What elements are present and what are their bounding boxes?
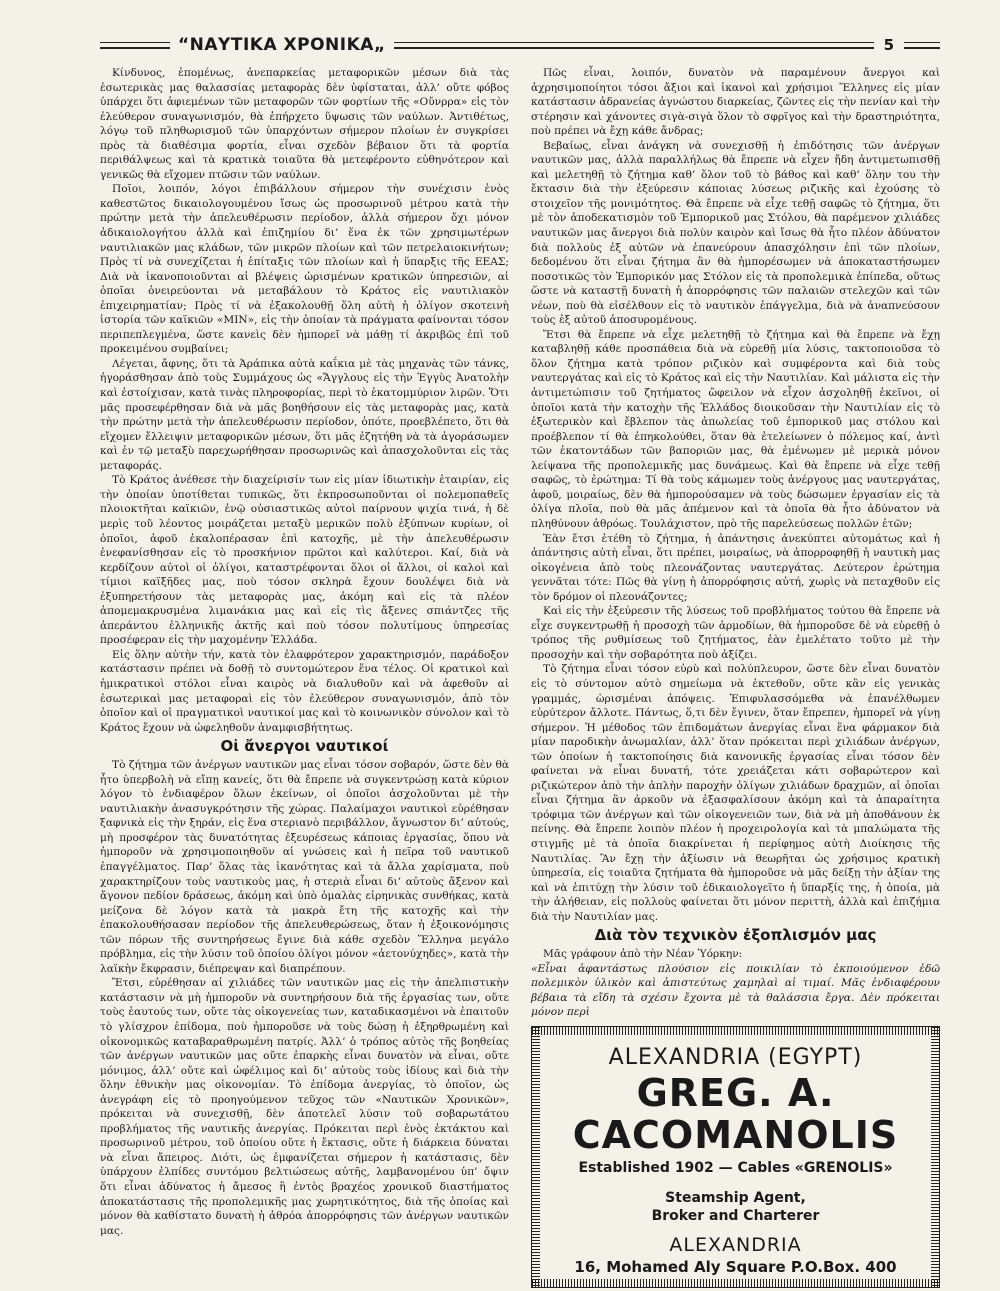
- ad-address: 16, Mohamed Aly Square P.O.Box. 400: [574, 1258, 897, 1276]
- masthead-rule-middle: [394, 42, 874, 49]
- article-paragraph: Ποῖοι, λοιπόν, λόγοι ἐπιβάλλουν σήμερον τὴν συνέχισιν ἑνὸς καθεστῶτος δικαιολογουμένου ἴσως ὡς προσωρινοῦ μέτρου κατὰ τὴν πρώτην μετὰ τὴν ἀπελευθέρωσιν περίοδον, ἀλλὰ σήμερον ὄχι μόνον ἀδικαιολογήτου ἀλλὰ καὶ ἐπιζημίου δι’ ἕνα ἐκ τῶν χρησιμωτέρων ναυτιλιακῶν μας κλάδων, τῶν μικρῶν πλοίων καὶ τῶν πετρελαιοκινήτων; Πρὸς τί νὰ συνεχίζεται ἡ ἐπίταξις τῶν πλοίων καὶ ἡ ὕπαρξις τῆς ΕΕΑΣ; Διὰ νὰ ἱκανοποιοῦνται αἱ βλέψεις ὡρισμένων κρατικῶν ὑπηρεσιῶν, αἱ ὁποῖαι ὀνειρεύονται νὰ μεταβάλουν τὸ Κράτος εἰς ναυτιλιακὸν ἐπιχειρηματίαν; Πρὸς τί νὰ ἐξακολουθῇ ὅλη αὐτὴ ἡ ὀλίγον σκοτεινὴ ἱστορία τῶν καϊκιῶν «ΜΙΝ», εἰς τὴν ὁποίαν τὰ πράγματα φαίνονται τόσον περιπεπλεγμένα, ὥστε κανεὶς δὲν ἠμπορεῖ νὰ μάθῃ τί ἀκριβῶς ἐπὶ τοῦ προκειμένου συμβαίνει;: [100, 183, 509, 356]
- ad-city-bottom: ALEXANDRIA: [669, 1234, 802, 1256]
- page-number: 5: [883, 36, 894, 54]
- article-paragraph: Τὸ ζήτημα τῶν ἀνέργων ναυτικῶν μας εἶναι τόσον σοβαρόν, ὥστε δὲν θὰ ἦτο ὑπερβολὴ νὰ εἴπῃ κανείς, ὅτι θὰ ἔπρεπε νὰ συγκεντρώσῃ κατὰ κύριον λόγον τὸ ἐνδιαφέρον ὅλων ἐκείνων, οἱ ὁποῖοι ἀσχολοῦνται μὲ τὴν ναυτιλιακὴν ἀνασυγκρότησιν τῆς χώρας. Παλαίμαχοι ναυτικοὶ εὑρέθησαν ξαφνικὰ εἰς τὴν ξηράν, εἰς ἕνα στεριανὸ περιβάλλον, ἄγνωστον δι’ αὐτούς, μὴ προσφέρον τὰς δυνατότητας ἐξευρέσεως κάποιας ἐργασίας, ὅπου νὰ ἠμποροῦν νὰ χρησιμοποιηθοῦν αἱ γνώσεις καὶ ἡ πεῖρα τοῦ ναυτικοῦ ἐπαγγέλματος. Παρ’ ὅλας τὰς ἱκανότητας καὶ τὰ ἄλλα χαρίσματα, ποὺ χαρακτηρίζουν τοὺς ναυτικοὺς μας, ἡ στεριὰ εἶναι δι’ αὐτοὺς ἄξενον καὶ ἄγονον πεδίον δράσεως, ἀκόμη καὶ ὑπὸ ὁμαλὰς εἰρηνικὰς συνθήκας, κατὰ μείζονα δὲ λόγον κατὰ τὰ μακρὰ ἔτη τῆς κατοχῆς καὶ τὴν ἐπακολουθήσασαν περίοδον τῆς ἀπελευθερώσεως, ὅταν ἡ ἐξοικονόμησις τῶν πόρων τῆς συντηρήσεως ἔγινε διὰ κάθε σχεδὸν Ἕλληνα μεγάλο πρόβλημα, εἰς τὴν λύσιν τοῦ ὁποίου ὀλίγοι μόνον «ἀετονύχηδες», κατὰ τὴν λαϊκὴν ἔκφρασιν, διέπρεψαν καὶ διαπρέπουν.: [100, 759, 509, 975]
- ad-service-line2: Broker and Charterer: [651, 1208, 820, 1224]
- masthead: [100, 34, 940, 56]
- masthead-rule-left: [100, 42, 170, 49]
- article-paragraph: Λέγεται, ἄφνης, ὅτι τὰ Ἀράπικα αὐτὰ καΐκια μὲ τὰς μηχανὰς τῶν τάνκς, ἠγοράσθησαν ἀπὸ τοὺς Συμμάχους ὡς «Ἄγγλους εἰς τὴν Ἐγγὺς Ἀνατολὴν καὶ ἐστοίχισαν, κατὰ τινὰς πληροφορίας, περὶ τὸ ἑκατομμύριον λιρῶν. Ὅτι μᾶς προσεφέρθησαν διὰ νὰ μᾶς βοηθήσουν εἰς τὰς μεταφορὰς μας, κατὰ τὴν πρώτην μετὰ τὴν ἀπελευθέρωσιν περίοδον, ὁπότε, προεβλέπετο, ὅτι θὰ εἴχομεν ἔλλειψιν μεταφορικῶν μέσων, ὅτι μᾶς ἐζητήθη νὰ τὰ ἀγοράσωμεν καὶ ἐν τῷ μεταξὺ παρεχωρήθησαν προσωρινῶς καὶ ἀπασχολοῦνται εἰς τὰς μεταφοράς.: [100, 357, 509, 472]
- article-intro: Μᾶς γράφουν ἀπὸ τὴν Νέαν Ὑόρκην:: [543, 948, 743, 961]
- article-paragraph: Τὸ Κράτος ἀνέθεσε τὴν διαχείρισίν των εἰς μίαν ἰδιωτικὴν ἑταιρίαν, εἰς τὴν ὁποίαν ὑποτίθεται τυπικῶς, ὅτι ἐκπροσωποῦνται οἱ πολεμοπαθεῖς πλοιοκτῆται καϊκιῶν, ἐνῷ οὐσιαστικῶς αὐτοὶ παίρνουν ψιχία τινά, ἡ δὲ μερὶς τοῦ λέοντος μοιράζεται μεταξὺ μερικῶν πολὺ ἐξύπνων κυρίων, οἱ ὁποῖοι, ἀφοῦ ἐκαλοπέρασαν ἐπὶ κατοχῆς, μὲ τὴν ἀπελευθέρωσιν ἐνεφανίσθησαν εἰς τὸ προσκήνιον πρῶτοι καὶ καλύτεροι. Καί, διὰ νὰ κερδίζουν αὐτοὶ οἱ ὀλίγοι, καταστρέφονται ὅλοι οἱ ἄλλοι, οἱ καλοὶ καὶ τίμιοι καϊξῆδες μας, ποὺ τόσον σκληρὰ ἔχουν δουλέψει διὰ νὰ ἐξυπηρετήσουν τὰς μεταφορὰς μας, ἀκόμη καὶ εἰς τὰ πλέον ἀπομεμακρυσμένα λιμανάκια μας καὶ εἰς τὶς ἄξενες σπιάντζες τῆς ἀπεράντου ἑλληνικῆς ἀκτῆς καὶ ποὺ τόσον πολυτίμους ὑπηρεσίας προσέφεραν εἰς τὴν μαχομένην Ἑλλάδα.: [100, 474, 509, 647]
- article-paragraph: Βεβαίως, εἶναι ἀνάγκη νὰ συνεχισθῇ ἡ ἐπιδότησις τῶν ἀνέργων ναυτικῶν μας, ἀλλὰ παραλλήλως θὰ ἔπρεπε νὰ εἶχεν ἤδη ἀντιμετωπισθῇ καὶ μελετηθῇ τὸ ζήτημα καθ’ ὅλον τοῦ τὸ βάθος καὶ καθ’ ὅλην του τὴν ἔκτασιν διὰ τὴν ἐξεύρεσιν κάποιας λύσεως ριζικῆς καὶ ἐχούσης τὸ στοιχεῖον τῆς μονιμότητος. Θὰ ἔπρεπε νὰ εἶχε τεθῇ σαφῶς τὸ ζήτημα, ὅτι μὲ τὸν ἀποδεκατισμὸν τοῦ Ἐμπορικοῦ μας Στόλου, θὰ παρέμενον χιλιάδες ναυτικῶν μας ἄνεργοι διὰ πολὺν καιρὸν καὶ ἴσως θὰ ἦτο πλέον ἀδύνατον διὰ πολλοὺς ἐξ αὐτῶν νὰ ἐπανεύρουν ἀπασχόλησιν ἐπὶ τῶν πλοίων, δεδομένου ὅτι εἶναι ζήτημα ἂν θὰ ἠμπορέσωμεν νὰ ἀποκαταστήσωμεν ποσοτικῶς τὸν Ἐμπορικόν μας Στόλον εἰς τὰ προπολεμικὰ ἐπίπεδα, οὕτως ὥστε νὰ καταστῇ δυνατὴ ἡ ἀπορρόφησις τῶν παλαιῶν στελεχῶν καὶ τῶν νέων, ποὺ θὰ εἰσέλθουν εἰς τὸ ναυτικὸν ἐπάγγελμα, διὰ νὰ ἀναπνεύσουν τοὺς ἐξ αὐτοῦ ἀποσυρομένους.: [531, 139, 940, 327]
- ad-border-bottom: [532, 1279, 939, 1287]
- ad-company-name: GREG. A. CACOMANOLIS: [572, 1071, 899, 1157]
- ad-border-top: [532, 1027, 939, 1035]
- right-column: [531, 66, 940, 1288]
- left-column: [100, 66, 509, 1288]
- ad-border-right: [931, 1027, 939, 1287]
- article-paragraph: Τὸ ζήτημα εἶναι τόσον εὐρὺ καὶ πολύπλευρον, ὥστε δὲν εἶναι δυνατὸν εἰς τὸ σύντομον αὐτὸ σημείωμα νὰ ἐκτεθοῦν, οὔτε κἂν εἰς γενικὰς γραμμάς, ὡρισμέναι ἀπόψεις. Ἐπιφυλασσόμεθα νὰ ἐπανέλθωμεν εὐρύτερον ἄλλοτε. Πάντως, ὅ,τι δὲν ἔγινεν, ὅταν ἔπρεπεν, ἠμπορεῖ νὰ γίνῃ σήμερον. Ἡ μέθοδος τῶν ἐπιδομάτων ἀνεργίας εἶναι ἕνα φάρμακον διὰ μίαν παροδικὴν ἀνωμαλίαν, ἀλλ’ ὅταν πρόκειται περὶ χιλιάδων ἀνέργων, τῶν ὁποίων ἡ τακτοποίησις διὰ κανονικῆς ἐργασίας εἶναι τόσον δὲν φαίνεται νὰ εἶναι δυνατή, τότε χρειάζεται κάτι σοβαρώτερον καὶ ριζικώτερον ἀπὸ τὴν ἁπλὴν παροχὴν ὀλίγων χιλιάδων δραχμῶν, αἱ ὁποῖαι εἶναι ζήτημα ἂν ἀρκοῦν νὰ ἐξασφαλίσουν ἀκόμη καὶ τὰ ἀπαραίτητα τρόφιμα τῶν ἀνέργων καὶ τῶν οἰκογενειῶν των, διὰ νὰ μὴ ἀποθάνουν ἐκ πείνης. Θὰ ἔπρεπε λοιπὸν πλέον ἡ προχειρολογία καὶ τὰ μπαλώματα τῆς στιγμῆς μὲ τὰ ὁποῖα διακρίνεται ἡ περίφημος αὐτὴ Διοίκησις τῆς Ναυτιλίας. Ἂν ἔχῃ τὴν ἀξίωσιν νὰ θεωρῆται ὡς χρήσιμος κρατικὴ ὑπηρεσία, εἰς τοιαῦτα ζητήματα θὰ ἠμποροῦσε νὰ μᾶς δείξῃ τὴν ἀξίαν της καὶ νὰ ἐπιτύχῃ τὴν λύσιν τοῦ ἐδικαιολογεῖτο ἡ ὕπαρξίς της, ἡ ὁποία, μὰ τὴν ἀλήθειαν, εἰς πολλοὺς φαίνεται ὅτι μόνον περιττὴ, ἀλλὰ καὶ ἐπιζήμια διὰ τὴν Ναυτιλίαν μας.: [531, 663, 940, 923]
- article-columns: [100, 66, 940, 1288]
- article-paragraph: Καὶ εἰς τὴν ἐξεύρεσιν τῆς λύσεως τοῦ προβλήματος τούτου θὰ ἔπρεπε νὰ εἶχε συγκεντρωθῇ ἡ προσοχὴ τῶν ἁρμοδίων, θὰ ἠμποροῦσε δὲ νὰ εὑρεθῇ ὁ τρόπος τῆς ρυθμίσεως τοῦ ζητήματος, ἐὰν ἐμελέτατο τοῦτο μὲ τὴν προσοχὴν καὶ τὴν σοβαρότητα ποὺ ἀξίζει.: [531, 605, 940, 661]
- article-paragraph: Ἐὰν ἔτσι ἐτέθη τὸ ζήτημα, ἡ ἀπάντησις ἀνεκύπτει αὐτομάτως καὶ ἡ ἀπάντησις αὐτὴ εἶναι, ὅτι πρέπει, μοιραίως, νὰ ἀπορροφηθῇ ἡ ναυτικὴ μας οἰκογένεια ἀπὸ τοὺς πλεονάζοντας ναυτεργάτας. Δεύτερον ἐρώτημα γεννᾶται τότε: Πῶς θὰ γίνῃ ἡ ἀπορρόφησις αὐτή, χωρὶς νὰ πεταχθοῦν εἰς τὸν δρόμον οἱ πλεονάζοντες;: [531, 532, 940, 603]
- section-heading-technical-equipment: Διὰ τὸν τεχνικὸν ἐξοπλισμόν μας: [594, 926, 877, 945]
- ad-border-left: [532, 1027, 540, 1287]
- section-heading-unemployed-sailors: Οἱ ἄνεργοι ναυτικοί: [220, 737, 389, 756]
- ad-established: Established 1902 — Cables «GRENOLIS»: [578, 1160, 893, 1176]
- ad-city-top: ALEXANDRIA (EGYPT): [608, 1045, 863, 1070]
- article-paragraph: Πῶς εἶναι, λοιπόν, δυνατὸν νὰ παραμένουν ἄνεργοι καὶ ἀχρησιμοποίητοι τόσοι ἄξιοι καὶ ἱκανοὶ καὶ χρήσιμοι Ἕλληνες εἰς μίαν κατάστασιν ἀδρανείας ἀγνώστου διαρκείας, ζῶντες εἰς τὴν πενίαν καὶ τὴν στέρησιν καὶ χάνοντες σιγὰ-σιγὰ ὅλον τὸ σφρῖγος καὶ τὴν δραστηριότητα, ποὺ πρέπει νὰ ἔχῃ κάθε ἄνδρας;: [531, 67, 940, 138]
- article-paragraph: Ἔτσι θὰ ἔπρεπε νὰ εἶχε μελετηθῇ τὸ ζήτημα καὶ θὰ ἔπρεπε νὰ ἔχῃ καταβληθῇ κάθε προσπάθεια διὰ νὰ εὑρεθῇ μία λύσις, τακτοποιοῦσα τὸ ὅλον ζήτημα κατὰ τρόπον ριζικὸν καὶ συμφέροντα καὶ διὰ τοὺς ναυτεργάτας καὶ εἰς τὸ Κράτος καὶ εἰς τὴν Ναυτιλίαν. Καὶ μάλιστα εἰς τὴν ἀντιμετώπισιν τοῦ ζητήματος ὤφειλον νὰ εἶχον ἀσχοληθῇ ἐκεῖνοι, οἱ ὁποῖοι κατὰ τὴν κατοχὴν τῆς Ἑλλάδος διοικοῦσαν τὴν Ναυτιλίαν εἰς τὸ ἐξωτερικὸν καὶ ἔβλεπον τὰς ἀπωλείας τοῦ ἐμπορικοῦ μας στόλου καὶ προέβλεπον τί θὰ ἐπηκολούθει, ὅταν θὰ ἐτελείωνεν ὁ πόλεμος καί, ἀντὶ τῶν ἑκατοντάδων τῶν βαποριῶν μας, θὰ ἐμένωμεν μὲ μερικὰ μόνον λείψανα τῆς προπολεμικῆς μας δυνάμεως. Καὶ θὰ ἔπρεπε νὰ εἶχε τεθῇ σαφῶς, τὸ ἐρώτημα: Τί θὰ τοὺς κάμωμεν τοὺς ἀνέργους μας ναυτεργάτας, ἀφοῦ, μοιραίως, δὲν θὰ ἠμπορούσαμεν νὰ τοὺς δώσωμεν ἐργασίαν εἰς τὰ ὀλίγα πλοῖα, ποὺ θὰ μᾶς ἀπέμενον καὶ τὰ ὁποῖα θὰ ἦτο ἀδύνατον νὰ πληθύνουν ἀθρόως. Τουλάχιστον, πρὸ τῆς παρελεύσεως πολλῶν ἐτῶν;: [531, 328, 940, 530]
- article-paragraph: Κίνδυνος, ἑπομένως, ἀνεπαρκείας μεταφορικῶν μέσων διὰ τὰς ἐσωτερικὰς μας θαλασσίας μεταφορὰς δὲν ὑφίσταται, ἀλλ’ οὔτε φόβος ὑπάρχει ὅτι ἀφιεμένων τῶν μεταφορῶν τῶν φορτίων τῆς «Οὔνρρα» εἰς τὸν ἐλεύθερον συναγωνισμόν, θὰ ἐπήρχετο ὕψωσις τῶν ναύλων. Ἀντιθέτως, λόγῳ τοῦ πληθωρισμοῦ τῶν ὑπαρχόντων σήμερον πλοίων ἐν συγκρίσει πρὸς τὰ διαθέσιμα φορτία, εἶναι σχεδὸν βέβαιον ὅτι τὰ φορτία περιθάλψεως καὶ τὰ κρατικὰ τοιαῦτα θὰ μετεφέροντο εὐθηνότερον καὶ γενικῶς θὰ εἴχομεν πτῶσιν τῶν ναύλων.: [100, 67, 509, 181]
- cacomanolis-advertisement: [531, 1026, 940, 1288]
- article-paragraph: Εἰς ὅλην αὐτὴν τήν, κατὰ τὸν ἐλαφρότερον χαρακτηρισμόν, παράδοξον κατάστασιν πρέπει νὰ δοθῇ τὸ συντομώτερον ἕνα τέλος. Οἱ κρατικοὶ καὶ ἡμικρατικοὶ στόλοι εἶναι καιρὸς νὰ διαλυθοῦν καὶ νὰ ἀφεθοῦν αἱ ἐσωτερικαὶ μας μεταφοραὶ εἰς τὸν ἐλεύθερον συναγωνισμόν, ἀπὸ τὸν ὁποῖον καὶ οἱ πραγματικοὶ ναυτικοί μας καὶ τὸ κοινωνικὸν σύνολον καὶ τὸ Κράτος ἔχουν νὰ ὠφεληθοῦν ἀναμφισβήτητως.: [100, 648, 509, 734]
- ad-spacer: [548, 1176, 923, 1188]
- masthead-title: “ΝΑΥΤΙΚΑ ΧΡΟΝΙΚΑ„: [178, 35, 386, 55]
- ad-service-line1: Steamship Agent,: [665, 1190, 806, 1206]
- article-quote: «Εἶναι ἀφαντάστως πλούσιον εἰς ποικιλίαν τὸ ἐκποιούμενον ἐδῶ πολεμικὸν ὑλικὸν καὶ ἀπιστεύτως χαμηλαὶ αἱ τιμαί. Μᾶς ἐνδιαφέρουν βέβαια τὰ εἴδη τὰ σχέσιν ἔχοντα μὲ τὰ θαλάσσια ἔργα. Δὲν πρόκειται μόνον περὶ: [531, 962, 940, 1019]
- article-paragraph: Ἔτσι, εὑρέθησαν αἱ χιλιάδες τῶν ναυτικῶν μας εἰς τὴν ἀπελπιστικὴν κατάστασιν νὰ μὴ ἠμποροῦν νὰ συντηρήσουν διὰ τῆς ἐργασίας των, οὔτε τοὺς ἑαυτούς των, οὔτε τὰς οἰκογενείας των, καταδικασμένοι νὰ ἐπαιτοῦν τὸ γλίσχρον ἐπίδομα, ποὺ ἠμποροῦσε νὰ τοὺς δώσῃ ἡ ἐξηρθρωμένη καὶ οἰκονομικῶς καταβαραθρωμένη πατρίς. Ἀλλ’ ὁ τρόπος αὐτὸς τῆς βοηθείας τῶν ἀνέργων ναυτικῶν μας οὔτε ἐπαρκὴς εἶναι δυνατὸν νὰ εἶναι, οὔτε μόνιμος, ἀλλ’ οὔτε καὶ ὠφέλιμος καὶ δι’ αὐτοὺς τοὺς ἰδίους καὶ διὰ τὴν ὅλην ἐθνικὴν μας οἰκονομίαν. Τὸ ἐπίδομα ἀνεργίας, τὸ ὁποῖον, ὡς ἀνεγράφη εἰς τὸ προηγούμενον τεῦχος τῶν «Ναυτικῶν Χρονικῶν», πρόκειται νὰ συνεχισθῇ, δὲν ἀποτελεῖ λύσιν τοῦ σοβαρωτάτου προβλήματος τῆς ναυτικῆς ἀνεργίας. Πρόκειται περὶ ἑνὸς ἐκτάκτου καὶ προσωρινοῦ μέτρου, τοῦ ὁποίου οὔτε ἡ ἔκτασις, οὔτε ἡ διάρκεια δύναται νὰ εἶναι ἄπειρος. Διότι, ὡς ἐμφανίζεται σήμερον ἡ κατάστασις, δὲν ὑπάρχουν ἐλπίδες συντόμου βελτιώσεως αὐτῆς, λαμβανομένου ὑπ’ ὄψιν ὅτι εἶναι ἀδύνατος ἡ ἄμεσος ἢ ἐντὸς βραχέος χρονικοῦ διαστήματος ἀποκατάστασις τῆς προπολεμικῆς μας χωρητικότητος, διὰ τῆς ὁποίας καὶ μόνον θὰ καθίστατο δυνατὴ ἡ ἀθρόα ἀπορρόφησις τῶν ἀνέργων ναυτικῶν μας.: [100, 977, 509, 1237]
- masthead-rule-right: [904, 42, 940, 49]
